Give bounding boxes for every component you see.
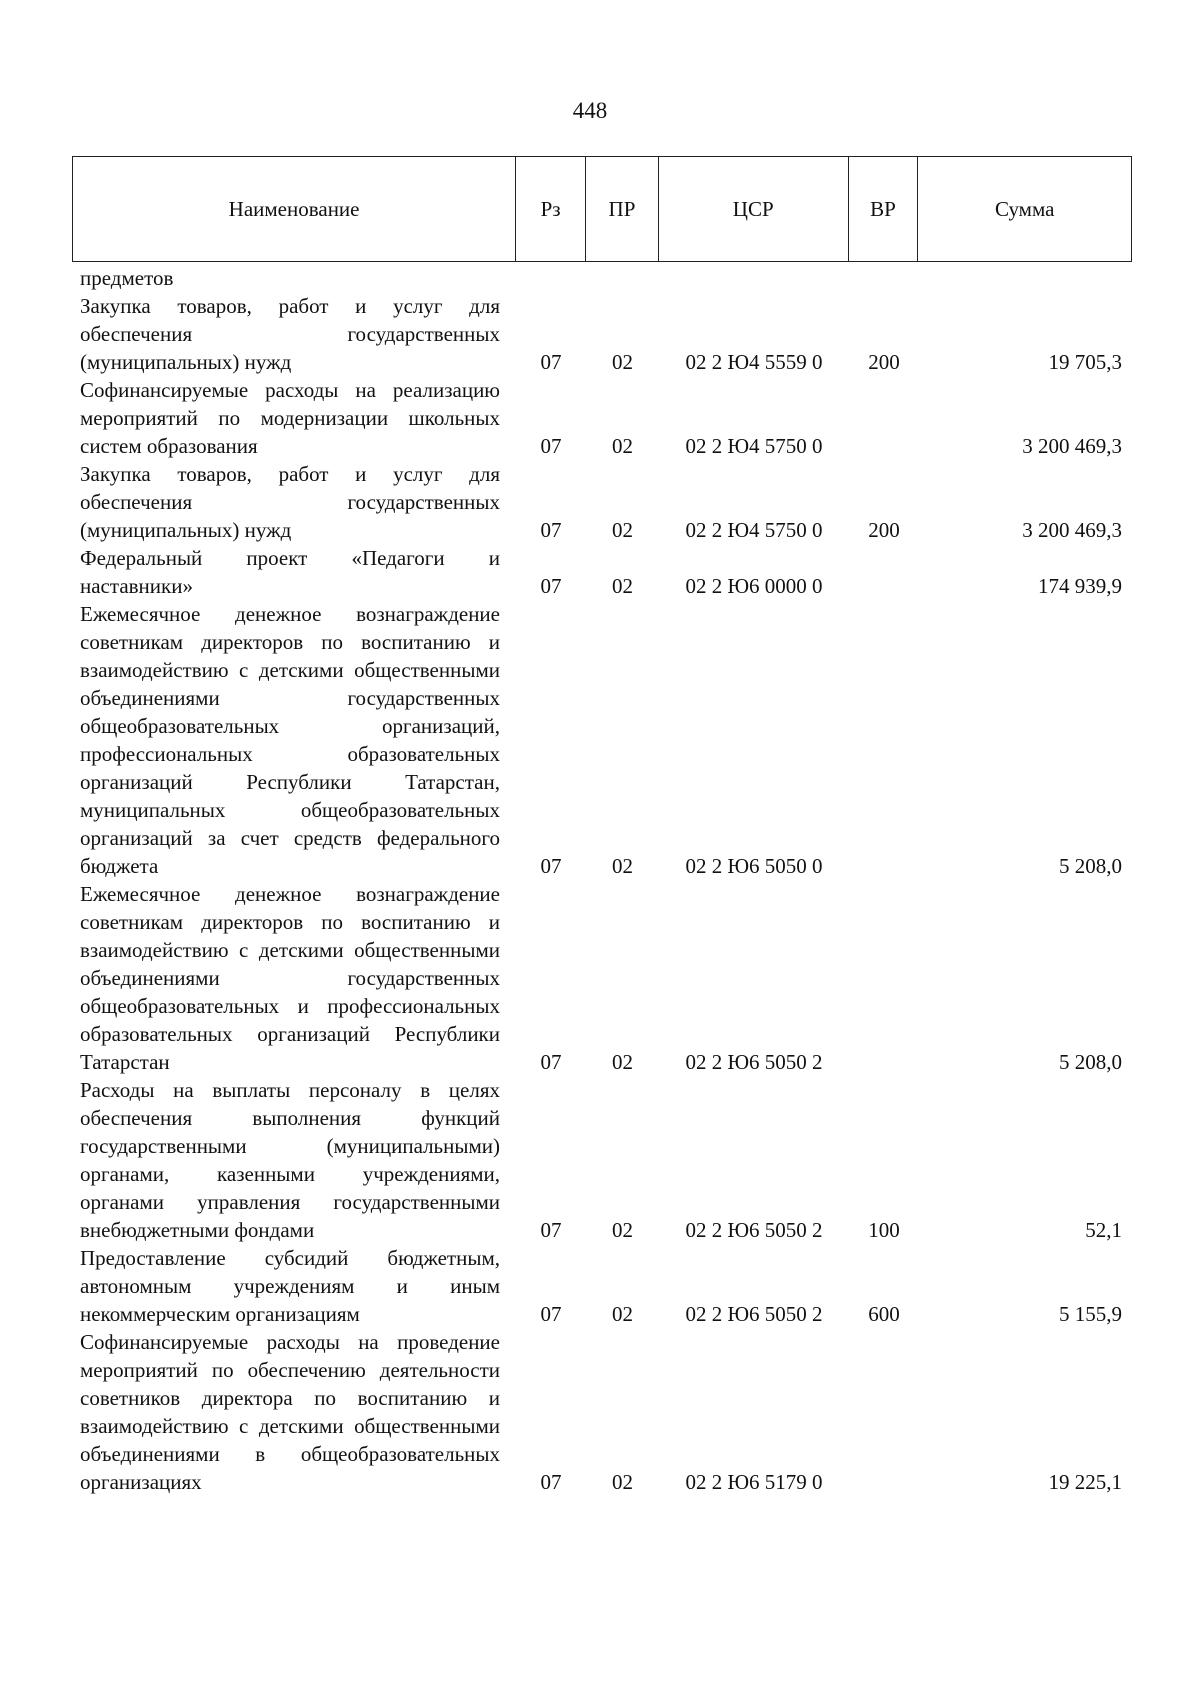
table-row <box>72 292 1132 376</box>
row-rz: 07 <box>540 350 562 374</box>
row-sum: 5 155,9 <box>1059 1302 1122 1326</box>
row-csr: 02 2 Ю6 5050 0 <box>685 854 823 878</box>
row-sum: 19 225,1 <box>1048 1470 1122 1494</box>
row-name: предметов <box>80 266 174 290</box>
row-csr: 02 2 Ю4 5750 0 <box>685 518 823 542</box>
table-row <box>72 376 1132 460</box>
table-row <box>72 544 1132 600</box>
row-name: Софинансируемые расходы на проведение мероприятий по обеспечению деятельности советников директора по воспитанию и взаимодействию с детскими общественными объединениями в общеобразовательных организациях <box>80 1330 500 1494</box>
row-name: Закупка товаров, работ и услуг для обеспечения государственных (муниципальных) нужд <box>80 462 500 542</box>
row-sum: 3 200 469,3 <box>1022 518 1122 542</box>
row-pr: 02 <box>612 574 633 598</box>
row-sum: 5 208,0 <box>1059 1050 1122 1074</box>
row-name: Предоставление субсидий бюджетным, автономным учреждениям и иным некоммерческим организациям <box>80 1246 500 1326</box>
row-vr: 200 <box>868 350 900 374</box>
row-pr: 02 <box>612 1470 633 1494</box>
row-name: Ежемесячное денежное вознаграждение советникам директоров по воспитанию и взаимодействию с детскими общественными объединениями государственных общеобразовательных и профессиональных образовательных организаций Республики Татарстан <box>80 882 500 1074</box>
row-pr: 02 <box>612 350 633 374</box>
row-csr: 02 2 Ю6 0000 0 <box>685 574 823 598</box>
header-name: Наименование <box>73 157 516 261</box>
row-name: Закупка товаров, работ и услуг для обеспечения государственных (муниципальных) нужд <box>80 294 500 374</box>
table-row <box>72 600 1132 880</box>
row-rz: 07 <box>540 518 562 542</box>
row-pr: 02 <box>612 1218 633 1242</box>
row-csr: 02 2 Ю4 5750 0 <box>685 434 823 458</box>
row-rz: 07 <box>540 1470 562 1494</box>
row-sum: 174 939,9 <box>1038 574 1122 598</box>
row-vr: 100 <box>868 1218 900 1242</box>
row-rz: 07 <box>540 574 562 598</box>
table-row <box>72 1076 1132 1244</box>
row-vr: 200 <box>868 518 900 542</box>
row-pr: 02 <box>612 434 633 458</box>
row-sum: 19 705,3 <box>1048 350 1122 374</box>
row-csr: 02 2 Ю4 5559 0 <box>685 350 823 374</box>
row-pr: 02 <box>612 1302 633 1326</box>
row-name: Ежемесячное денежное вознаграждение советникам директоров по воспитанию и взаимодействию с детскими общественными объединениями государственных общеобразовательных организаций, профессиональных образовательных организаций Республики Татарстан, муниципальных общеобразовательных организаций за счет средств федерального бюджета <box>80 602 500 878</box>
table-body <box>72 264 1132 1496</box>
row-sum: 5 208,0 <box>1059 854 1122 878</box>
table-row <box>72 880 1132 1076</box>
row-sum: 3 200 469,3 <box>1022 434 1122 458</box>
row-rz: 07 <box>540 1302 562 1326</box>
page-number: 448 <box>572 98 608 123</box>
table-row <box>72 1244 1132 1328</box>
row-rz: 07 <box>540 1050 562 1074</box>
row-rz: 07 <box>540 854 562 878</box>
header-pr: ПР <box>586 157 659 261</box>
row-csr: 02 2 Ю6 5050 2 <box>685 1218 823 1242</box>
row-rz: 07 <box>540 434 562 458</box>
table-header <box>72 156 1132 262</box>
row-name: Расходы на выплаты персоналу в целях обеспечения выполнения функций государственными (муниципальными) органами, казенными учреждениями, органами управления государственными внебюджетными фондами <box>80 1078 500 1242</box>
row-pr: 02 <box>612 1050 633 1074</box>
header-csr: ЦСР <box>659 157 849 261</box>
table-row <box>72 460 1132 544</box>
table-row <box>72 264 1132 292</box>
row-rz: 07 <box>540 1218 562 1242</box>
header-sum: Сумма <box>994 196 1055 221</box>
row-pr: 02 <box>612 518 633 542</box>
row-csr: 02 2 Ю6 5050 2 <box>685 1050 823 1074</box>
row-vr: 600 <box>868 1302 900 1326</box>
header-rz: Рз <box>516 157 586 261</box>
row-csr: 02 2 Ю6 5179 0 <box>685 1470 823 1494</box>
row-csr: 02 2 Ю6 5050 2 <box>685 1302 823 1326</box>
row-name: Федеральный проект «Педагоги и наставники» <box>80 546 500 598</box>
row-name: Софинансируемые расходы на реализацию мероприятий по модернизации школьных систем образования <box>80 378 500 458</box>
row-pr: 02 <box>612 854 633 878</box>
row-sum: 52,1 <box>1085 1218 1122 1242</box>
header-vr: ВР <box>849 157 919 261</box>
table-row <box>72 1328 1132 1496</box>
